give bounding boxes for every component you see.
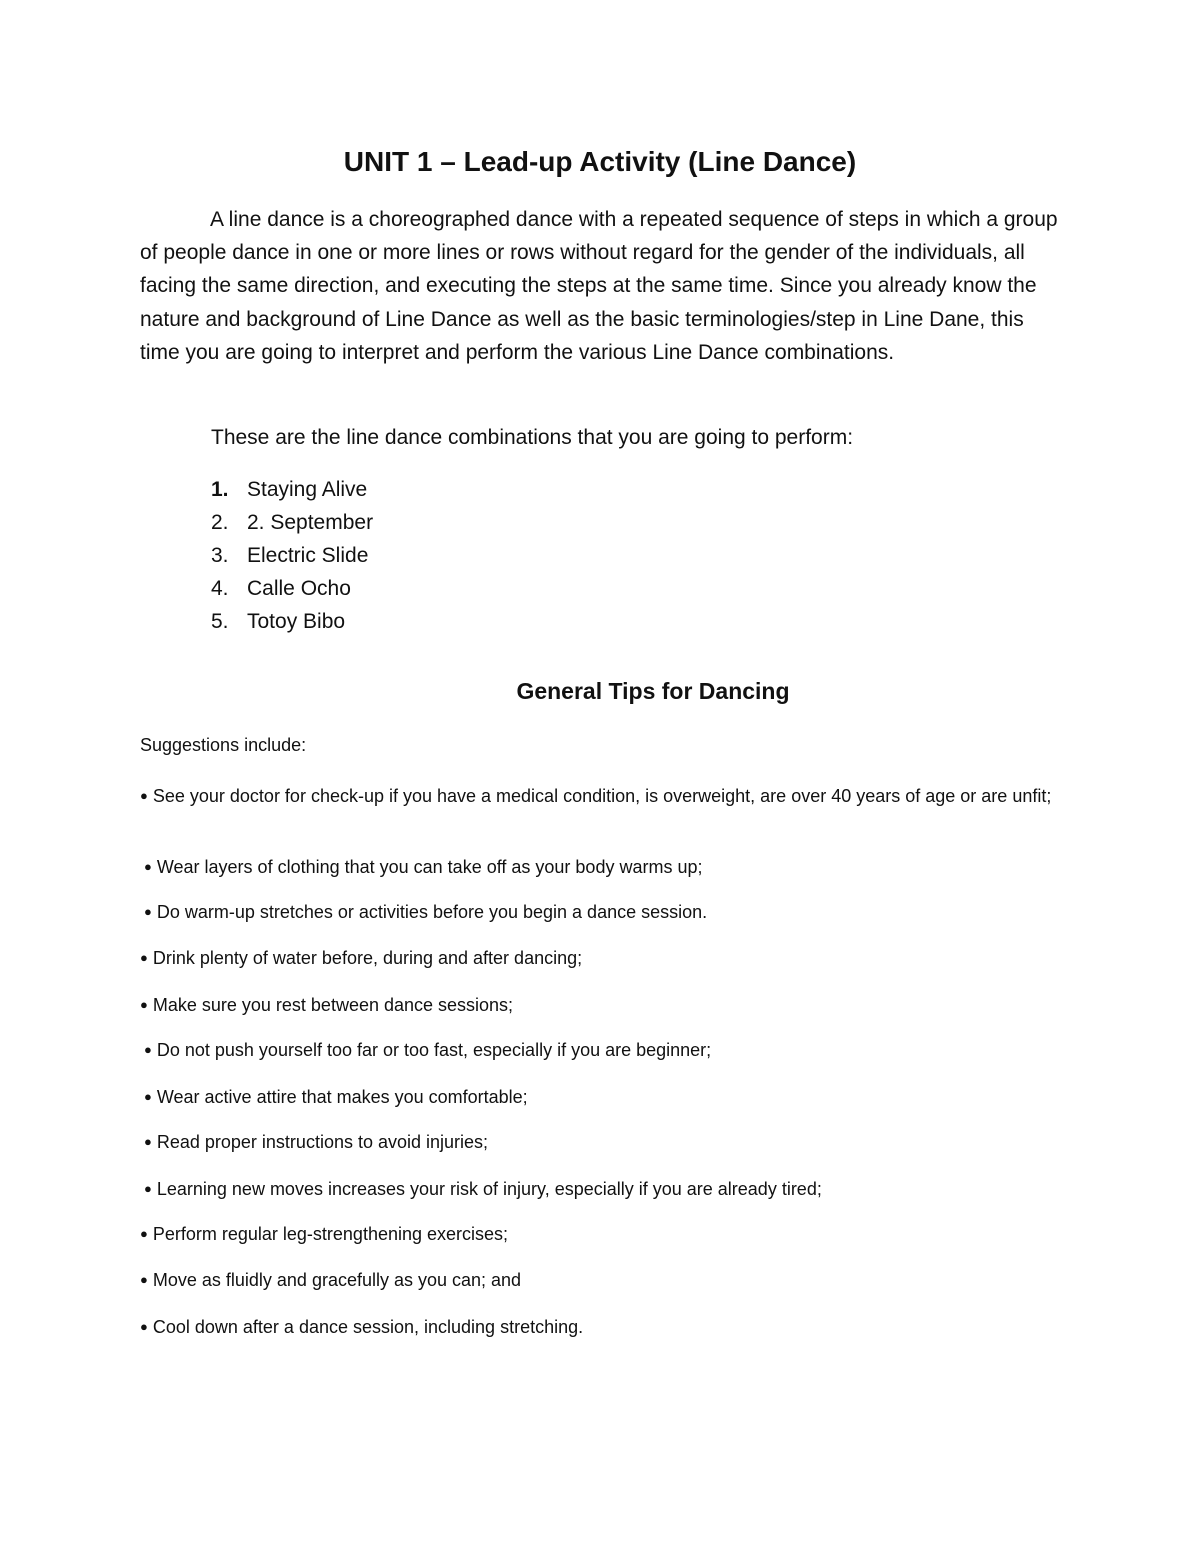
bullet-icon: ●: [144, 1042, 152, 1057]
list-item-number: 1.: [211, 478, 229, 501]
list-item: [211, 605, 373, 638]
tip-text: Cool down after a dance session, including stretching.: [152, 1317, 584, 1337]
list-item: [211, 473, 373, 506]
tip-text: Do warm-up stretches or activities before you begin a dance session.: [156, 902, 708, 922]
tip-text: Make sure you rest between dance sessions;: [152, 995, 514, 1015]
bullet-icon: ●: [140, 950, 148, 965]
tips-heading: General Tips for Dancing: [516, 678, 790, 704]
bullet-icon: ●: [144, 1089, 152, 1104]
tip-item: [140, 945, 1070, 971]
list-item-label: Electric Slide: [247, 544, 369, 567]
tip-item: [144, 899, 1074, 925]
page-title: UNIT 1 – Lead-up Activity (Line Dance): [343, 146, 857, 177]
bullet-icon: ●: [140, 1272, 148, 1287]
list-item-number: 4.: [211, 577, 229, 600]
tip-text: Wear layers of clothing that you can take off as your body warms up;: [156, 857, 703, 877]
list-item-label: Calle Ocho: [247, 577, 351, 600]
combinations-list: [211, 473, 373, 638]
tip-text: Move as fluidly and gracefully as you can; and: [152, 1270, 522, 1290]
list-item-number: 2.: [211, 511, 229, 534]
bullet-icon: ●: [144, 1181, 152, 1196]
tip-text: Perform regular leg-strengthening exercises;: [152, 1224, 509, 1244]
list-item-label: 2. September: [247, 511, 374, 534]
intro-text: A line dance is a choreographed dance with a repeated sequence of steps in which a group of people dance in one or more lines or rows without regard for the gender of the individuals, all facing the same direction, and executing the steps at the same time. Since you already know the nature and background of Line Dance as well as the basic terminologies/step in Line Dane, this time you are going to interpret and perform the various Line Dance combinations.: [140, 208, 1058, 364]
list-item-label: Totoy Bibo: [247, 610, 346, 633]
bullet-icon: ●: [140, 1319, 148, 1334]
list-item-number: 3.: [211, 544, 229, 567]
combinations-lead: These are the line dance combinations that you are going to perform:: [211, 426, 854, 449]
list-item: [211, 572, 373, 605]
tip-text: Learning new moves increases your risk of injury, especially if you are already tired;: [156, 1179, 822, 1199]
tip-text: Do not push yourself too far or too fast, especially if you are beginner;: [156, 1040, 712, 1060]
tip-text: Wear active attire that makes you comfortable;: [156, 1087, 528, 1107]
tip-item: [144, 854, 1074, 880]
tip-item: [140, 1221, 1070, 1247]
list-item: [211, 539, 373, 572]
tip-item: [144, 1084, 1074, 1110]
tip-item: [140, 1267, 1070, 1293]
bullet-icon: ●: [144, 904, 152, 919]
list-item-label: Staying Alive: [247, 478, 368, 501]
bullet-icon: ●: [144, 1134, 152, 1149]
tip-item: [140, 783, 1070, 809]
list-item: [211, 506, 373, 539]
tip-item: [144, 1129, 1074, 1155]
tip-item: [144, 1037, 1074, 1063]
bullet-icon: ●: [140, 788, 148, 803]
tip-item: [140, 992, 1070, 1018]
tip-text: See your doctor for check-up if you have a medical condition, is overweight, are over 40 years of age or are unfit;: [152, 786, 1052, 806]
bullet-icon: ●: [140, 997, 148, 1012]
tip-item: [140, 1314, 1070, 1340]
bullet-icon: ●: [144, 859, 152, 874]
intro-paragraph: [140, 203, 1060, 369]
tip-item: [144, 1176, 1074, 1202]
list-item-number: 5.: [211, 610, 229, 633]
bullet-icon: ●: [140, 1226, 148, 1241]
suggestions-label: Suggestions include:: [140, 735, 307, 755]
tip-text: Drink plenty of water before, during and after dancing;: [152, 948, 583, 968]
tip-text: Read proper instructions to avoid injuries;: [156, 1132, 489, 1152]
